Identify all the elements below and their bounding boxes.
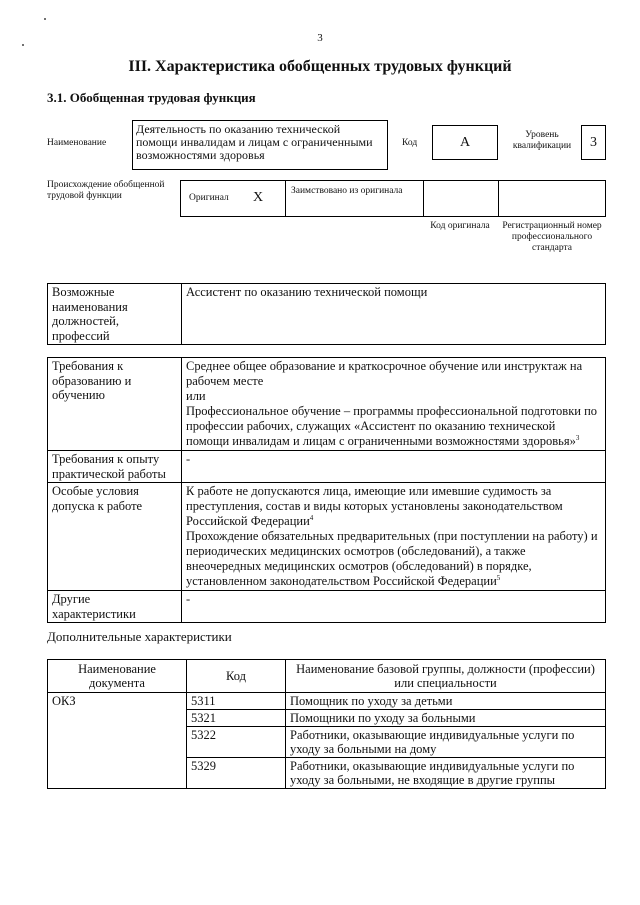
table-header-row [48,660,606,693]
table-row [48,693,606,710]
table-row [48,451,606,483]
subsection-title: 3.1. Обобщенная трудовая функция [47,90,256,105]
code-label: Код [402,138,418,148]
footnote-mark: 5 [496,573,501,582]
header-code: Код [187,660,286,693]
requirements-table [47,357,606,623]
row-name: Помощники по уходу за больными [286,710,606,727]
borrowed-label: Заимствовано из оригинала [291,186,403,196]
row-code: 5329 [187,758,286,789]
experience-value: - [182,451,606,483]
table-row [48,358,606,451]
education-line: или [186,389,206,403]
header-document: Наименование документа [48,660,187,693]
other-value: - [182,591,606,623]
row-code: 5321 [187,710,286,727]
level-value-box [581,125,606,160]
function-name-value: Деятельность по оказанию технической помощи инвалидам и лицам с ограниченными возможностями здоровья [136,122,373,162]
page-number: 3 [317,32,323,44]
function-name-box [132,120,388,170]
education-line: Профессиональное обучение – программы профессиональной подготовки по профессии рабочих, служащих «Ассистент по оказанию технической помощи инвалидам и лицам с ограниченными возможностями здоровья»$^3$ [186,404,598,448]
additional-table [47,659,606,789]
code-value-box [432,125,498,160]
level-value: 3 [590,134,597,150]
table-row [48,591,606,623]
name-label: Наименование [47,138,107,148]
positions-label: Возможные наименования должностей, профессий [48,284,182,345]
origin-label: Происхождение обобщенной трудовой функции [47,180,165,201]
admission-label: Особые условия допуска к работе [48,483,182,591]
footnote-mark: 3 [575,433,580,442]
education-line: Среднее общее образование и краткосрочное обучение или инструктаж на рабочем месте [186,359,583,388]
additional-title: Дополнительные характеристики [47,629,232,644]
table-row [48,284,606,345]
level-label: Уровень квалификации [512,130,572,151]
header-group-name: Наименование базовой группы, должности (профессии) или специальности [286,660,606,693]
scan-speck [44,18,46,20]
original-mark: X [253,190,264,205]
scan-speck [22,44,24,46]
registration-number-caption: Регистрационный номер профессионального стандарта [502,221,602,253]
row-name: Работники, оказывающие индивидуальные услуги по уходу за больными на дому [286,727,606,758]
table-row [48,483,606,591]
experience-label: Требования к опыту практической работы [48,451,182,483]
origin-box [180,180,606,217]
code-original-caption: Код оригинала [430,221,490,231]
origin-divider [285,181,286,216]
row-name: Помощник по уходу за детьми [286,693,606,710]
footnote-mark: 4 [309,513,314,522]
other-label: Другие характеристики [48,591,182,623]
education-value [182,358,606,451]
section-title: III. Характеристика обобщенных трудовых функций [128,58,512,75]
document-name: ОКЗ [48,693,187,789]
row-code: 5322 [187,727,286,758]
original-label: Оригинал [189,193,229,203]
positions-table [47,283,606,345]
code-value: A [459,134,471,150]
origin-divider [498,181,499,216]
education-label: Требования к образованию и обучению [48,358,182,451]
row-name: Работники, оказывающие индивидуальные услуги по уходу за больными, не входящие в другие группы [286,758,606,789]
admission-line: Прохождение обязательных предварительных (при поступлении на работу) и периодических медицинских осмотров (обследований), а также внеочередных медицинских осмотров (обследований) в порядке, установленном законодательством Российской Федерации$^5$ [186,529,598,588]
positions-value: Ассистент по оказанию технической помощи [182,284,606,345]
row-code: 5311 [187,693,286,710]
admission-value [182,483,606,591]
admission-line: К работе не допускаются лица, имеющие или имевшие судимость за преступления, состав и виды которых установлены законодательством Российской Федерации$^4$ [186,484,563,528]
origin-divider [423,181,424,216]
